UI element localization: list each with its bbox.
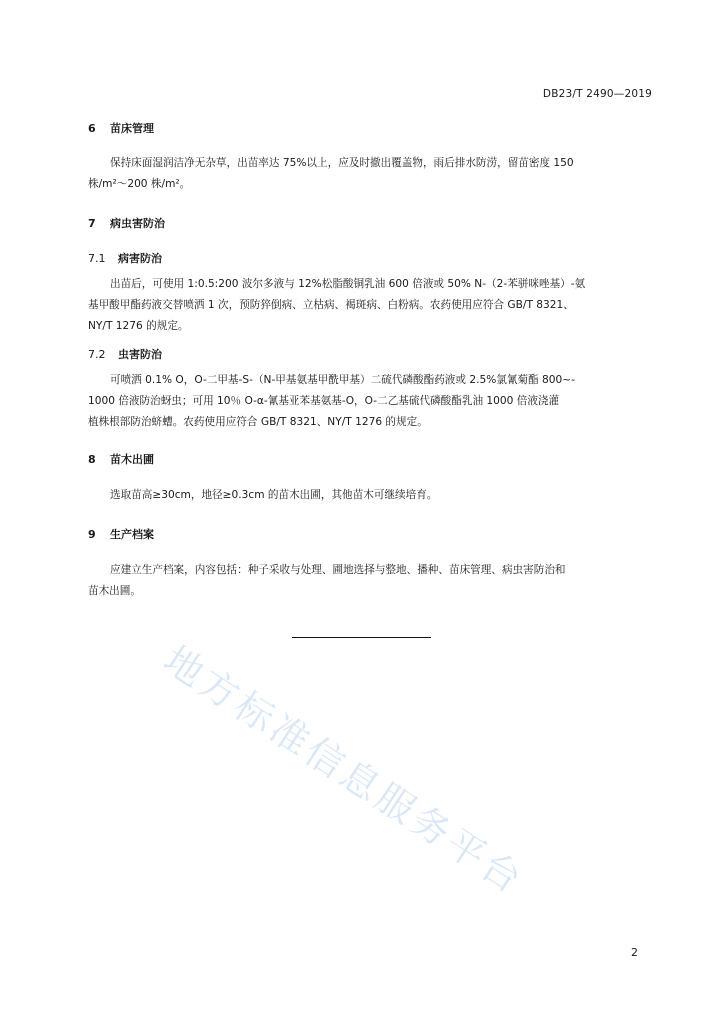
paragraph-line: 株/m²～200 株/m²。 bbox=[88, 178, 191, 190]
section-number: 9 bbox=[88, 528, 96, 541]
section-9-heading bbox=[88, 526, 154, 542]
section-title: 苗床管理 bbox=[110, 122, 154, 135]
section-number: 8 bbox=[88, 453, 96, 466]
section-title: 生产档案 bbox=[110, 528, 154, 541]
section-7-1-heading bbox=[88, 250, 162, 266]
paragraph-line: 选取苗高≥30cm，地径≥0.3cm 的苗木出圃，其他苗木可继续培育。 bbox=[110, 489, 438, 501]
paragraph-line: 基甲酸甲酯药液交替喷洒 1 次，预防猝倒病、立枯病、褐斑病、白粉病。农药使用应符合 GB/T 8321、 bbox=[88, 299, 574, 311]
section-7-heading bbox=[88, 215, 165, 231]
section-8-body bbox=[88, 485, 658, 506]
paragraph-line: 苗木出圃。 bbox=[88, 585, 141, 597]
paragraph-line: 应建立生产档案，内容包括：种子采收与处理、圃地选择与整地、播种、苗床管理、病虫害防治和 bbox=[110, 564, 566, 576]
paragraph-line: 1000 倍液防治蚜虫；可用 10％ O-α-氰基亚苯基氨基-O，O-二乙基硫代磷酸酯乳油 1000 倍液浇灌 bbox=[88, 395, 560, 407]
section-7-2-heading bbox=[88, 346, 162, 362]
paragraph-line: 出苗后，可使用 1:0.5:200 波尔多液与 12%松脂酸铜乳油 600 倍液或 50% N-（2-苯骈咪唑基）-氨 bbox=[110, 278, 586, 290]
section-6-heading bbox=[88, 120, 154, 136]
paragraph-line: 植株根部防治蛴螬。农药使用应符合 GB/T 8321、NY/T 1276 的规定。 bbox=[88, 416, 428, 428]
section-number: 7.2 bbox=[88, 348, 106, 361]
section-7-1-body bbox=[88, 274, 658, 337]
section-number: 7.1 bbox=[88, 252, 106, 265]
section-8-heading bbox=[88, 451, 154, 467]
end-rule bbox=[292, 637, 431, 638]
section-number: 7 bbox=[88, 217, 96, 230]
section-6-body bbox=[88, 153, 658, 195]
section-title: 病害防治 bbox=[118, 252, 162, 265]
paragraph-line: NY/T 1276 的规定。 bbox=[88, 320, 189, 332]
paragraph-line: 保持床面湿润洁净无杂草，出苗率达 75%以上，应及时撤出覆盖物，雨后排水防涝，留苗密度 150 bbox=[110, 157, 574, 169]
paragraph-line: 可喷洒 0.1% O，O-二甲基-S-（N-甲基氨基甲酰甲基）二硫代磷酸酯药液或 2.5%氯氰菊酯 800~- bbox=[110, 374, 575, 386]
section-number: 6 bbox=[88, 122, 96, 135]
section-title: 虫害防治 bbox=[118, 348, 162, 361]
section-7-2-body bbox=[88, 370, 658, 433]
section-title: 病虫害防治 bbox=[110, 217, 165, 230]
page-number: 2 bbox=[631, 946, 638, 959]
doc-code: DB23/T 2490—2019 bbox=[542, 88, 652, 100]
section-title: 苗木出圃 bbox=[110, 453, 154, 466]
watermark: 地方标准信息服务平台 bbox=[156, 637, 533, 904]
section-9-body bbox=[88, 560, 658, 602]
